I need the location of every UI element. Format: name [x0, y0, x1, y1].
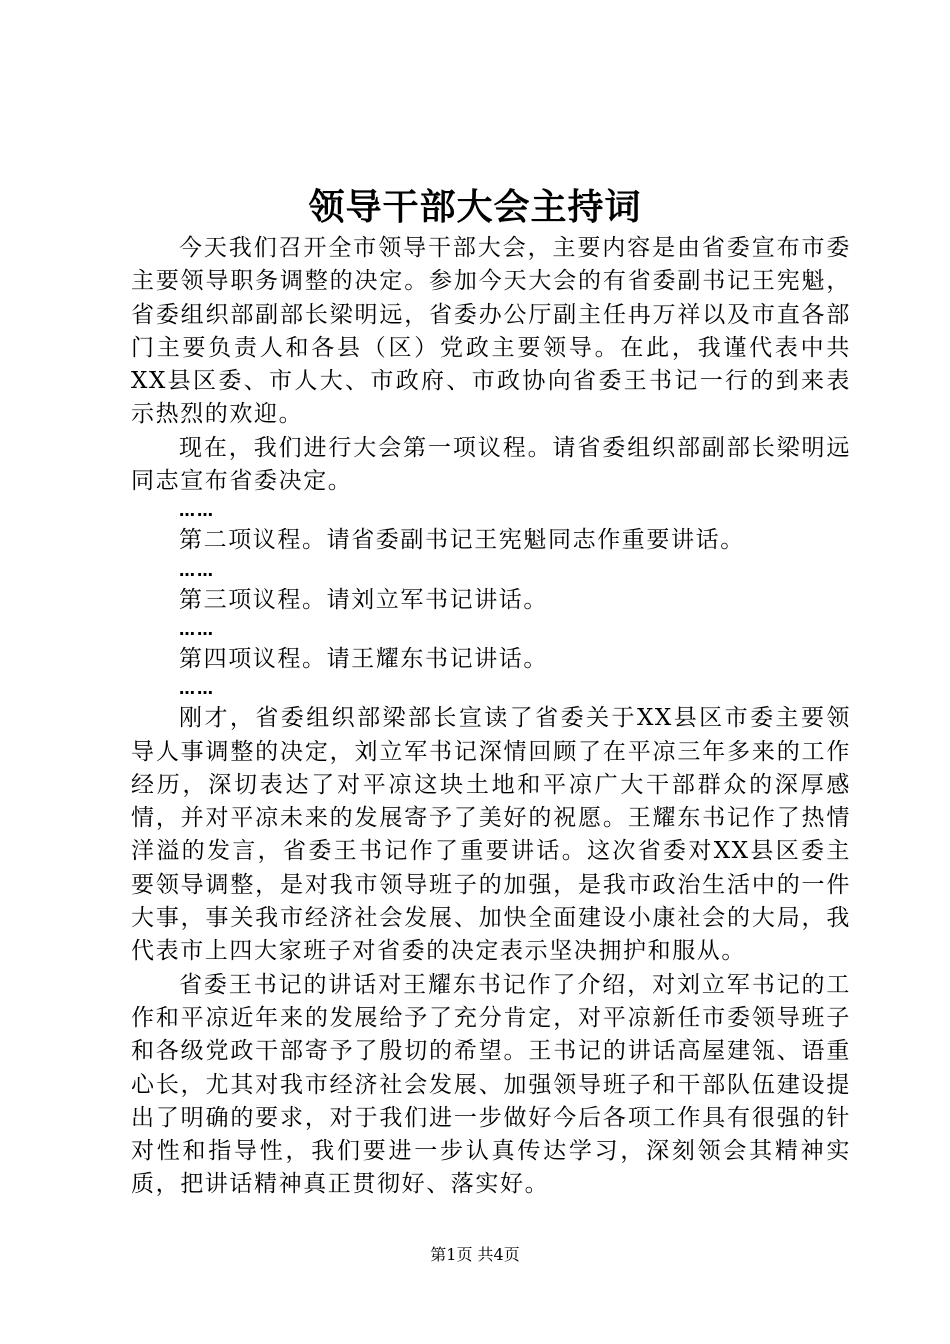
- ellipsis-1: ……: [179, 501, 215, 521]
- ellipsis-2: ……: [179, 560, 215, 580]
- page-number-footer: 第1页 共4页: [430, 1245, 520, 1264]
- paragraph-agenda-4: 第四项议程。请王耀东书记讲话。: [179, 645, 548, 672]
- paragraph-agenda-3: 第三项议程。请刘立军书记讲话。: [179, 586, 548, 613]
- ellipsis-3: ……: [179, 619, 215, 639]
- document-title: 领导干部大会主持词: [308, 186, 642, 228]
- paragraph-opening: 今天我们召开全市领导干部大会，主要内容是由省委宣布市委主要领导职务调整的决定。参加今天大会的有省委副书记王宪魁，省委组织部副部长梁明远，省委办公厅副主任冉万祥以及市直各部门主要负责人和各县（区）党政主要领导。在此，我谨代表中共XX县区委、市人大、市政府、市政协向省委王书记一行的到来表示热烈的欢迎。: [131, 235, 851, 428]
- paragraph-agenda-1: 现在，我们进行大会第一项议程。请省委组织部副部长梁明远同志宣布省委决定。: [131, 434, 851, 495]
- paragraph-closing: 省委王书记的讲话对王耀东书记作了介绍，对刘立军书记的工作和平凉近年来的发展给予了充分肯定，对平凉新任市委领导班子和各级党政干部寄予了殷切的希望。王书记的讲话高屋建瓴、语重心长，尤其对我市经济社会发展、加强领导班子和干部队伍建设提出了明确的要求，对于我们进一步做好今后各项工作具有很强的针对性和指导性，我们要进一步认真传达学习，深刻领会其精神实质，把讲话精神真正贯彻好、落实好。: [131, 971, 851, 1198]
- document-body: [131, 232, 851, 1202]
- paragraph-summary: 刚才，省委组织部梁部长宣读了省委关于XX县区市委主要领导人事调整的决定，刘立军书记深情回顾了在平凉三年多来的工作经历，深切表达了对平凉这块土地和平凉广大干部群众的深厚感情，并对平凉未来的发展寄予了美好的祝愿。王耀东书记作了热情洋溢的发言，省委王书记作了重要讲话。这次省委对XX县区委主要领导调整，是对我市领导班子的加强，是我市政治生活中的一件大事，事关我市经济社会发展、加快全面建设小康社会的大局，我代表市上四大家班子对省委的决定表示坚决拥护和服从。: [131, 705, 851, 965]
- ellipsis-4: ……: [179, 679, 215, 699]
- paragraph-agenda-2: 第二项议程。请省委副书记王宪魁同志作重要讲话。: [179, 527, 745, 554]
